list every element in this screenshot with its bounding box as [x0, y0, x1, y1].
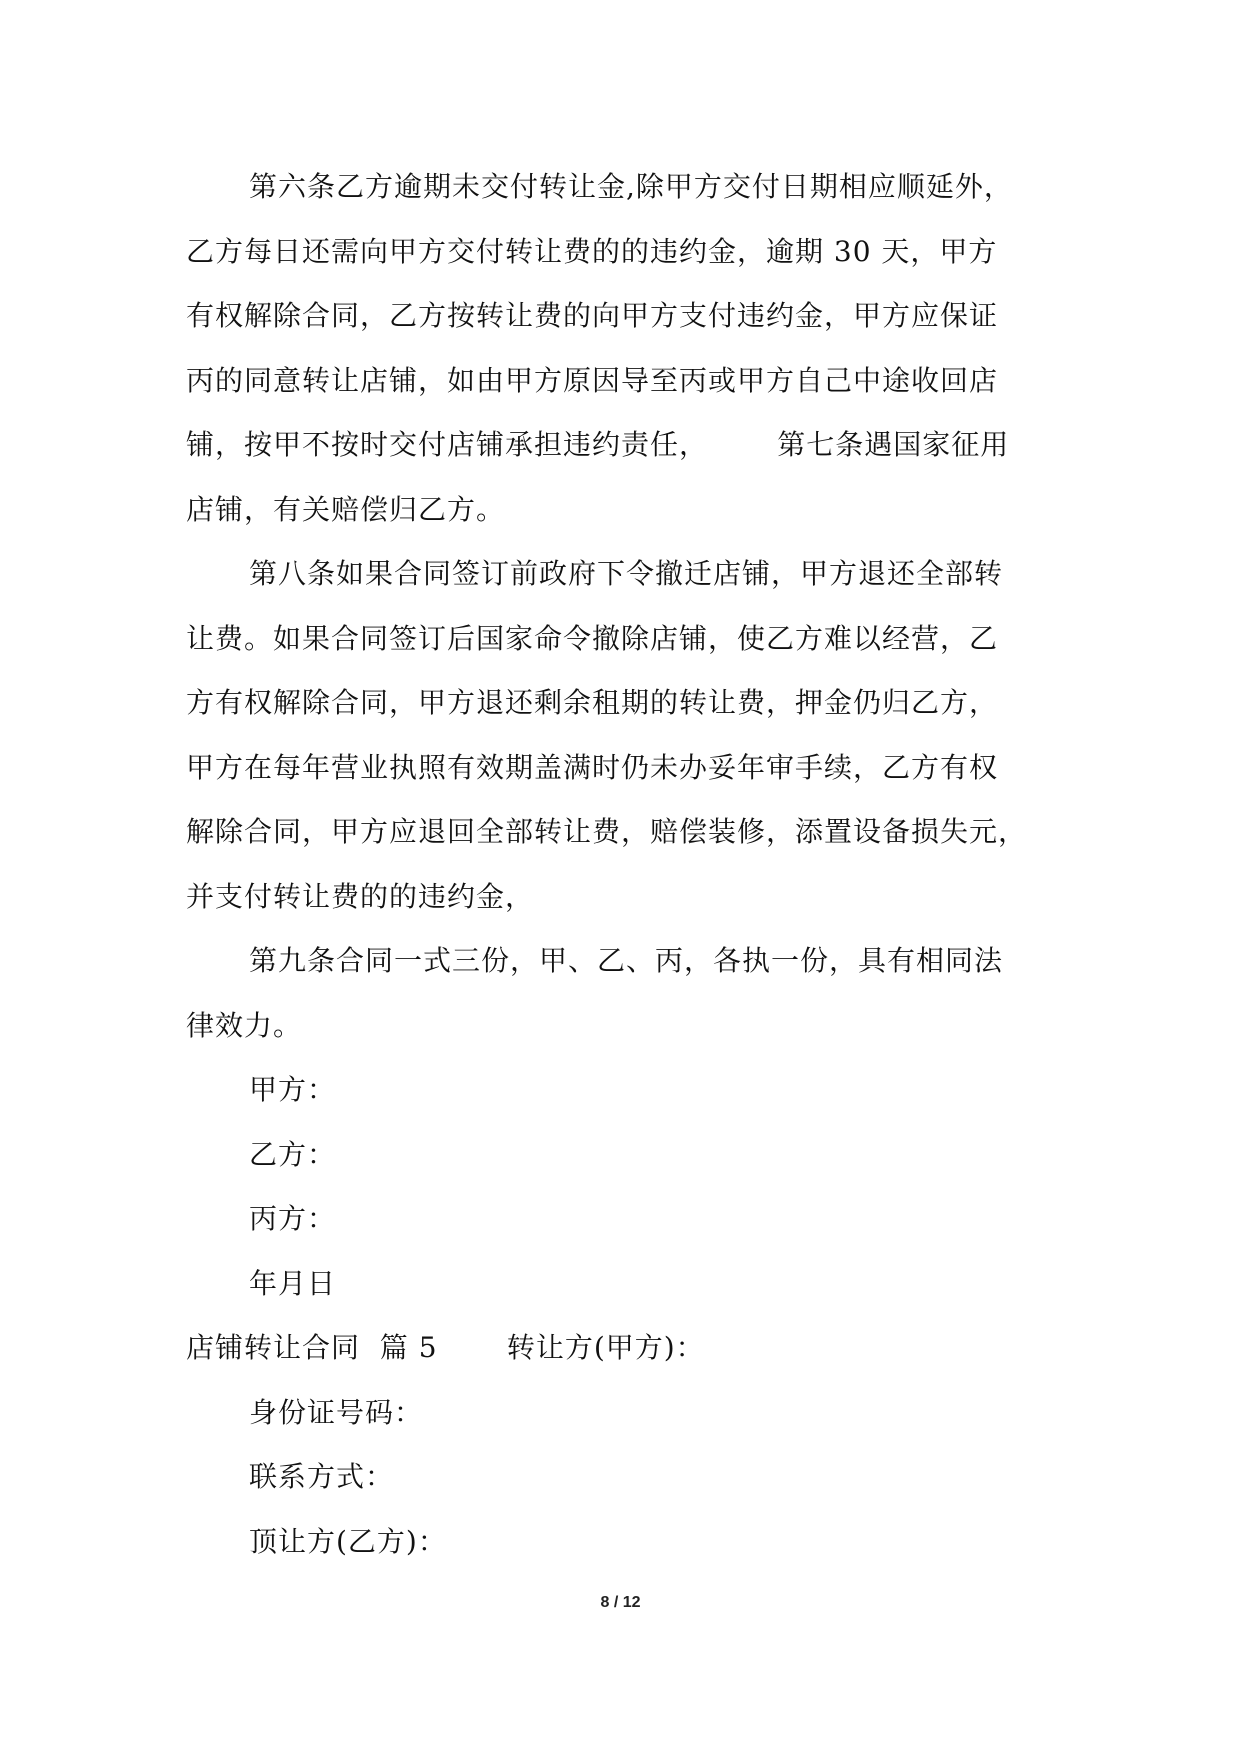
- paragraph-line: 丙的同意转让店铺，如由甲方原因导至丙或甲方自己中途收回店: [186, 363, 999, 397]
- paragraph-line: 铺，按甲不按时交付店铺承担违约责任， 第七条遇国家征用: [186, 428, 1010, 461]
- paragraph-line: 店铺，有关赔偿归乙方。: [186, 492, 506, 526]
- paragraph-line: 甲方在每年营业执照有效期盖满时仍未办妥年审手续，乙方有权: [186, 750, 999, 784]
- paragraph-line: 解除合同，甲方应退回全部转让费，赔偿装修，添置设备损失元，: [186, 815, 1028, 848]
- contact-field: 联系方式：: [249, 1460, 395, 1493]
- paragraph-line: 律效力。: [186, 1008, 303, 1042]
- paragraph-line: 第六条乙方逾期未交付转让金,除甲方交付日期相应顺延外，: [249, 170, 1013, 203]
- paragraph-line: 有权解除合同，乙方按转让费的向甲方支付违约金，甲方应保证: [186, 299, 999, 332]
- paragraph-line: 第八条如果合同签订前政府下令撤迁店铺，甲方退还全部转: [249, 557, 1004, 590]
- signature-party-c: 丙方：: [249, 1202, 337, 1235]
- document-body: [186, 155, 1086, 1574]
- paragraph-line: 第九条合同一式三份，甲、乙、丙，各执一份，具有相同法: [249, 944, 1004, 977]
- transferee-field: 顶让方(乙方)：: [249, 1524, 447, 1558]
- page-number: 8 / 12: [600, 1594, 641, 1611]
- paragraph-line: 并支付转让费的的违约金，: [186, 879, 535, 913]
- paragraph-line: 乙方每日还需向甲方交付转让费的的违约金，逾期 30 天，甲方: [186, 234, 998, 268]
- id-number-field: 身份证号码：: [249, 1395, 424, 1429]
- signature-party-b: 乙方：: [249, 1137, 337, 1171]
- signature-party-a: 甲方：: [249, 1073, 337, 1106]
- section-heading: 店铺转让合同 篇 5 转让方(甲方)：: [186, 1331, 705, 1364]
- signature-date: 年月日: [249, 1266, 337, 1300]
- paragraph-line: 方有权解除合同，甲方退还剩余租期的转让费，押金仍归乙方，: [186, 686, 999, 719]
- paragraph-line: 让费。如果合同签订后国家命令撤除店铺，使乙方难以经营，乙: [186, 621, 999, 655]
